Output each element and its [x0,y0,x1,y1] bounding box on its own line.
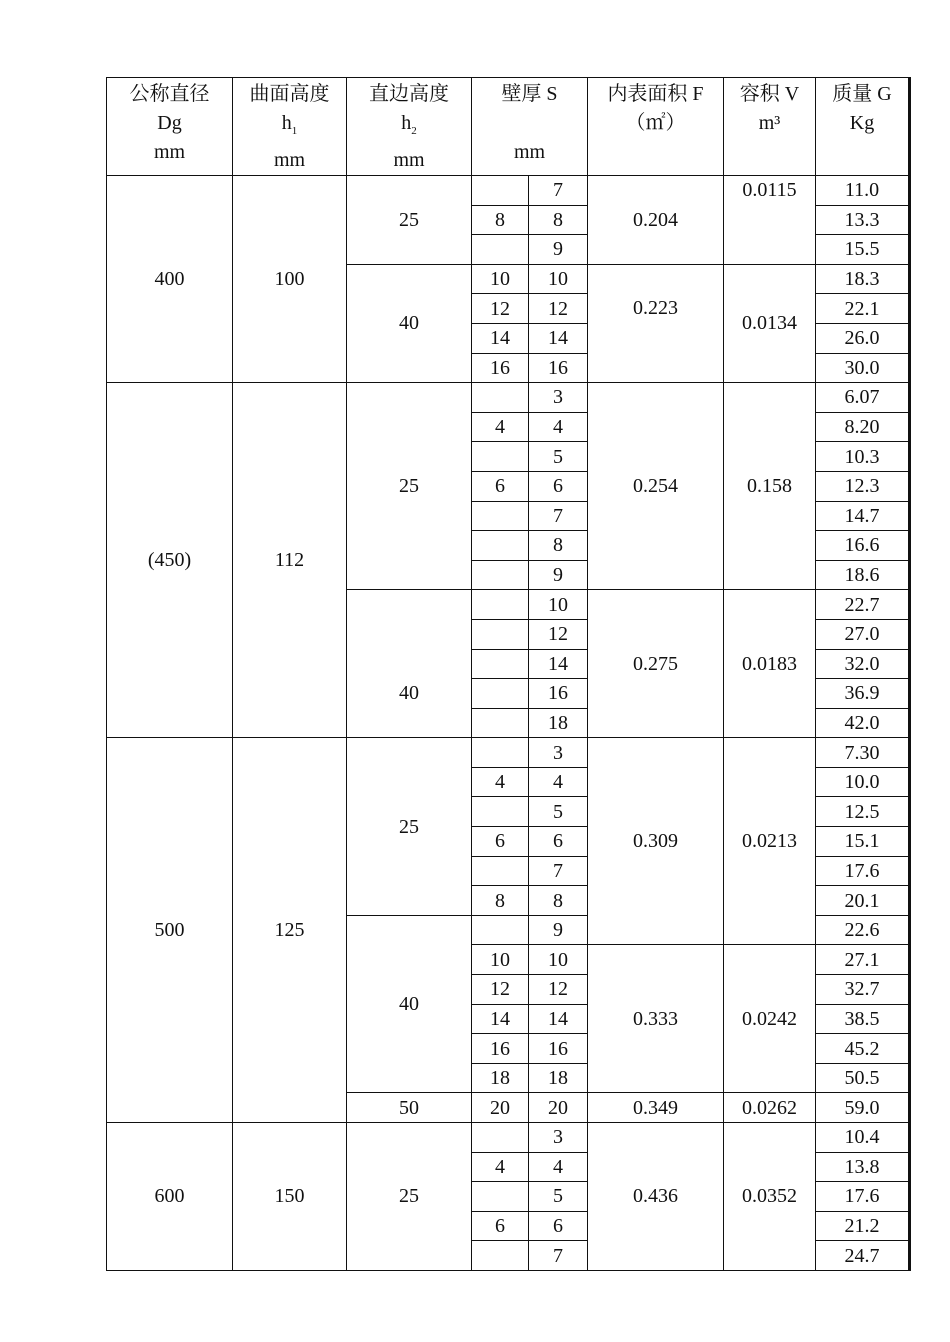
s1-cell [472,1182,529,1212]
v-cell: 0.0213 [724,738,816,945]
s2-cell: 20 [529,1093,588,1123]
s1-cell: 10 [472,264,529,294]
s1-cell [472,531,529,561]
s1-cell: 6 [472,1211,529,1241]
s1-cell: 6 [472,471,529,501]
g-cell: 32.0 [816,649,910,679]
v-cell: 0.158 [724,383,816,590]
s2-cell: 8 [529,205,588,235]
s2-cell: 16 [529,353,588,383]
s1-cell: 18 [472,1063,529,1093]
v-cell: 0.0183 [724,590,816,738]
s1-cell [472,1241,529,1271]
header-v [724,78,816,176]
g-cell: 11.0 [816,176,910,206]
g-cell: 7.30 [816,738,910,768]
header-h2 [347,78,472,176]
header-h1-base: h [281,112,292,134]
s2-cell: 5 [529,1182,588,1212]
s1-cell [472,738,529,768]
g-cell: 20.1 [816,886,910,916]
s1-cell: 10 [472,945,529,975]
g-cell: 12.5 [816,797,910,827]
header-v-unit: m³ [758,112,781,134]
s2-cell: 14 [529,649,588,679]
s2-cell: 9 [529,560,588,590]
g-cell: 42.0 [816,708,910,738]
g-cell: 50.5 [816,1063,910,1093]
s2-cell: 3 [529,1123,588,1153]
v-cell: 0.0115 [724,176,816,265]
g-cell: 36.9 [816,679,910,709]
header-h2-sub: 2 [411,125,417,137]
s1-cell [472,560,529,590]
h2-cell: 25 [347,738,472,916]
s2-cell: 6 [529,827,588,857]
s1-cell: 16 [472,1034,529,1064]
g-cell: 14.7 [816,501,910,531]
g-cell: 24.7 [816,1241,910,1271]
s2-cell: 16 [529,1034,588,1064]
v-cell: 0.0242 [724,945,816,1093]
g-cell: 17.6 [816,1182,910,1212]
header-h1-symbol [233,109,346,146]
s1-cell [472,619,529,649]
g-cell: 10.0 [816,767,910,797]
table-row [107,176,910,206]
s2-cell: 8 [529,531,588,561]
f-cell: 0.275 [588,590,724,738]
s1-cell [472,915,529,945]
s1-cell: 14 [472,1004,529,1034]
s2-cell: 12 [529,294,588,324]
header-f-label: 内表面积 F [607,83,704,105]
header-f-unit: （㎡） [625,112,686,134]
s1-cell [472,797,529,827]
s2-cell: 5 [529,797,588,827]
f-cell: 0.254 [588,383,724,590]
g-cell: 13.3 [816,205,910,235]
g-cell: 8.20 [816,412,910,442]
s2-cell: 12 [529,619,588,649]
g-cell: 16.6 [816,531,910,561]
s2-cell: 4 [529,412,588,442]
table-row [107,738,910,768]
h2-cell: 25 [347,383,472,590]
s2-cell: 9 [529,235,588,265]
table-body [107,78,910,1271]
s1-cell [472,176,529,206]
g-cell: 15.5 [816,235,910,265]
s2-cell: 12 [529,975,588,1005]
g-cell: 15.1 [816,827,910,857]
s1-cell [472,708,529,738]
v-cell: 0.0134 [724,264,816,382]
header-h1 [233,78,347,176]
h2-cell: 25 [347,1123,472,1271]
s1-cell: 4 [472,1152,529,1182]
s1-cell: 4 [472,767,529,797]
h2-cell: 50 [347,1093,472,1123]
table-row [107,383,910,413]
h2-cell: 40 [347,915,472,1093]
g-cell: 17.6 [816,856,910,886]
dg-cell: 500 [107,738,233,1123]
g-cell: 59.0 [816,1093,910,1123]
s2-cell: 7 [529,856,588,886]
s1-cell: 4 [472,412,529,442]
s2-cell: 16 [529,679,588,709]
g-cell: 32.7 [816,975,910,1005]
h1-cell: 125 [233,738,347,1123]
g-cell: 22.6 [816,915,910,945]
s2-cell: 10 [529,945,588,975]
f-cell: 0.223 [588,264,724,382]
g-cell: 12.3 [816,471,910,501]
s2-cell: 18 [529,1063,588,1093]
g-cell: 21.2 [816,1211,910,1241]
h2-cell: 25 [347,176,472,265]
s2-cell: 14 [529,323,588,353]
f-cell: 0.309 [588,738,724,945]
f-cell: 0.333 [588,945,724,1093]
header-g [816,78,910,176]
h1-cell: 112 [233,383,347,738]
s2-cell: 7 [529,1241,588,1271]
v-cell: 0.0262 [724,1093,816,1123]
header-s-label: 壁厚 S [501,83,558,105]
g-cell: 22.1 [816,294,910,324]
s2-cell: 4 [529,767,588,797]
g-cell: 6.07 [816,383,910,413]
table-row [107,1123,910,1153]
s1-cell: 8 [472,205,529,235]
g-cell: 30.0 [816,353,910,383]
f-cell: 0.349 [588,1093,724,1123]
header-h1-unit: mm [273,149,306,171]
header-v-label: 容积 V [739,83,800,105]
dg-cell: 600 [107,1123,233,1271]
s1-cell [472,856,529,886]
s2-cell: 10 [529,264,588,294]
s1-cell [472,383,529,413]
s2-cell: 7 [529,176,588,206]
s2-cell: 9 [529,915,588,945]
h2-cell: 40 [347,590,472,738]
header-dg-symbol: Dg [157,112,182,134]
s1-cell [472,679,529,709]
header-s [472,78,588,176]
s2-cell: 5 [529,442,588,472]
s1-cell: 12 [472,975,529,1005]
s1-cell: 20 [472,1093,529,1123]
header-g-label: 质量 G [832,83,892,105]
s2-cell: 3 [529,383,588,413]
header-dg [107,78,233,176]
s1-cell [472,649,529,679]
header-h2-unit: mm [393,149,425,171]
s2-cell: 4 [529,1152,588,1182]
s2-cell: 7 [529,501,588,531]
header-h2-base: h [401,112,412,134]
header-s-unit: mm [513,141,546,163]
h2-cell: 40 [347,264,472,382]
s1-cell [472,1123,529,1153]
v-cell: 0.0352 [724,1123,816,1271]
dg-cell: (450) [107,383,233,738]
header-dg-label: 公称直径 [129,83,210,105]
g-cell: 18.6 [816,560,910,590]
header-s-spacer [472,109,587,138]
s2-cell: 18 [529,708,588,738]
s1-cell [472,501,529,531]
f-cell: 0.436 [588,1123,724,1271]
s2-cell: 6 [529,1211,588,1241]
dg-cell: 400 [107,176,233,383]
s2-cell: 3 [529,738,588,768]
header-f [588,78,724,176]
header-h2-symbol [347,109,471,146]
s2-cell: 14 [529,1004,588,1034]
f-cell: 0.204 [588,176,724,265]
header-g-unit: Kg [849,112,875,134]
g-cell: 22.7 [816,590,910,620]
header-h1-sub: 1 [291,125,298,137]
s1-cell [472,235,529,265]
g-cell: 10.4 [816,1123,910,1153]
g-cell: 27.0 [816,619,910,649]
g-cell: 27.1 [816,945,910,975]
h1-cell: 150 [233,1123,347,1271]
header-dg-unit: mm [153,141,186,163]
s1-cell: 12 [472,294,529,324]
header-h1-label: 曲面高度 [249,83,330,105]
g-cell: 45.2 [816,1034,910,1064]
g-cell: 10.3 [816,442,910,472]
s2-cell: 6 [529,471,588,501]
s1-cell [472,442,529,472]
s1-cell: 6 [472,827,529,857]
s1-cell: 14 [472,323,529,353]
s2-cell: 8 [529,886,588,916]
dished-head-spec-table [106,77,911,1271]
header-h2-label: 直边高度 [369,83,449,105]
s2-cell: 10 [529,590,588,620]
s1-cell: 16 [472,353,529,383]
g-cell: 38.5 [816,1004,910,1034]
g-cell: 13.8 [816,1152,910,1182]
g-cell: 18.3 [816,264,910,294]
s1-cell [472,590,529,620]
g-cell: 26.0 [816,323,910,353]
header-row [107,78,910,176]
s1-cell: 8 [472,886,529,916]
h1-cell: 100 [233,176,347,383]
